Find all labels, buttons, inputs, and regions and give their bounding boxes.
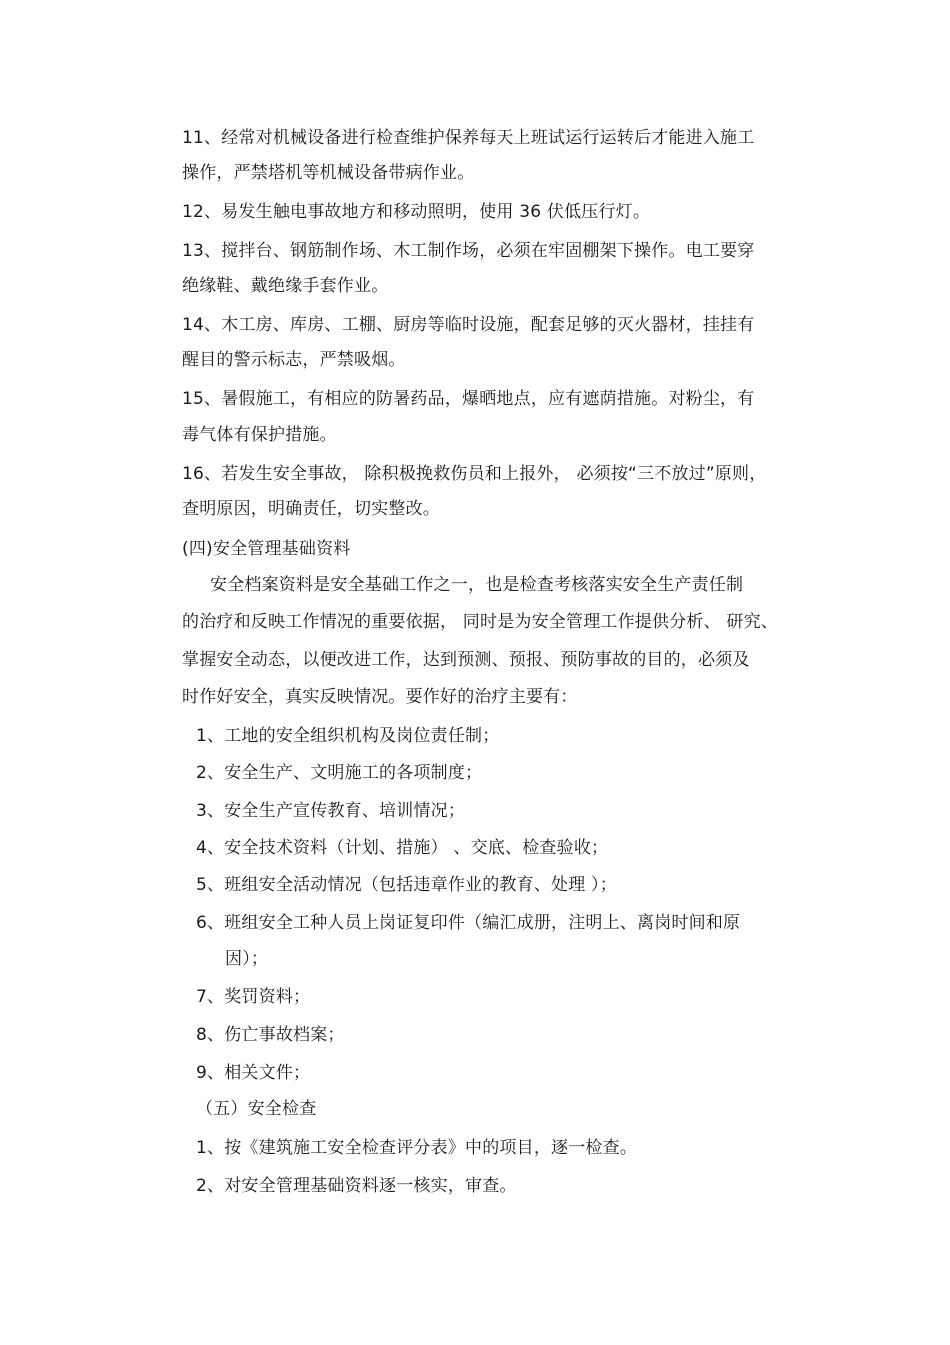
section-4-list-item: 6、班组安全工种人员上岗证复印件（编汇成册，注明上、离岗时间和原 [196, 913, 741, 933]
section-5-list-item: 2、对安全管理基础资料逐一核实，审查。 [196, 1176, 517, 1196]
section-4-list-item-continued: 因）； [225, 949, 269, 969]
section-4-list-item: 2、安全生产、文明施工的各项制度； [196, 763, 483, 783]
measure-item-15-line2: 毒气体有保护措施。 [182, 425, 337, 445]
section-4-para-line4: 时作好安全，真实反映情况。要作好的治疗主要有： [182, 687, 578, 707]
section-4-list-item: 7、奖罚资料； [196, 987, 311, 1007]
measure-item-15-line1: 15、暑假施工，有相应的防暑药品，爆晒地点，应有遮荫措施。对粉尘，有 [182, 389, 755, 409]
section-4-para-line3: 掌握安全动态，以便改进工作，达到预测、预报、预防事故的目的，必须及 [182, 650, 750, 670]
measure-item-11-line1: 11、经常对机械设备进行检查维护保养每天上班试运行运转后才能进入施工 [182, 128, 755, 148]
section-4-para-line2: 的治疗和反映工作情况的重要依据， 同时是为安全管理工作提供分析、 研究、 [182, 612, 779, 632]
section-4-list-item: 4、安全技术资料（计划、措施） 、交底、检查验收； [196, 838, 609, 858]
measure-item-14-line1: 14、木工房、库房、工棚、厨房等临时设施，配套足够的灭火器材，挂挂有 [182, 315, 755, 335]
measure-item-14-line2: 醒目的警示标志，严禁吸烟。 [182, 350, 406, 370]
section-4-list-item: 1、工地的安全组织机构及岗位责任制； [196, 726, 500, 746]
measure-item-16-line1: 16、若发生安全事故， 除积极挽救伤员和上报外， 必须按“三不放过”原则， [182, 464, 767, 484]
measure-item-13-line2: 绝缘鞋、戴绝缘手套作业。 [182, 276, 389, 296]
section-4-list-item: 9、相关文件； [196, 1063, 311, 1083]
measure-item-16-line2: 查明原因，明确责任，切实整改。 [182, 499, 440, 519]
section-4-list-item: 8、伤亡事故档案； [196, 1025, 345, 1045]
measure-item-11-line2: 操作，严禁塔机等机械设备带病作业。 [182, 163, 475, 183]
section-5-list-item: 1、按《建筑施工安全检查评分表》中的项目，逐一检查。 [196, 1138, 638, 1158]
section-4-list-item: 5、班组安全活动情况（包括违章作业的教育、处理 ）； [196, 875, 617, 895]
section-4-heading: (四)安全管理基础资料 [182, 539, 351, 559]
section-4-list-item: 3、安全生产宣传教育、培训情况； [196, 801, 466, 821]
section-4-para-line1: 安全档案资料是安全基础工作之一，也是检查考核落实安全生产责任制 [210, 575, 744, 595]
measure-item-13-line1: 13、搅拌台、钢筋制作场、木工制作场，必须在牢固棚架下操作。电工要穿 [182, 241, 755, 261]
section-5-heading: （五）安全检查 [196, 1099, 317, 1119]
measure-item-12-line1: 12、易发生触电事故地方和移动照明，使用 36 伏低压行灯。 [182, 202, 651, 222]
